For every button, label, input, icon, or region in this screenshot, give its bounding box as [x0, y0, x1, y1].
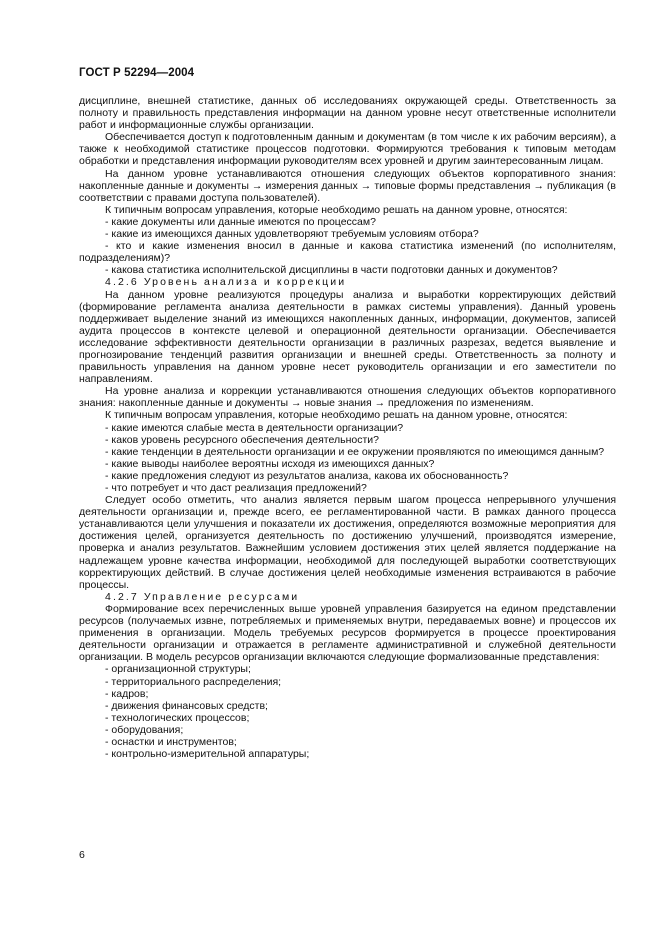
document-page: [79, 0, 616, 936]
paragraph: На данном уровне реализуются процедуры анализа и выработки корректирующих действий (формирование регламента анализа деятельности в рамках системы управления). Данный уровень поддерживает выделение знаний из имеющихся накопленных данных, информации, документов, записей аудита процессов в контексте целевой и операционной деятельности организации. Обеспечивается исследование эффективности деятельности организации в различных разрезах, ведется выявление и прогнозирование тенденций развития организации и внешней среды. Ответственность за полноту и правильность управления на данном уровне несет руководитель организации и его заместители по направлениям.: [79, 288, 616, 386]
section-heading: 4.2.6 Уровень анализа и коррекции: [105, 276, 347, 289]
list-item: - что потребует и что даст реализация предложений?: [105, 482, 367, 494]
paragraph: К типичным вопросам управления, которые необходимо решать на данном уровне, относятся:: [105, 203, 568, 216]
paragraph: К типичным вопросам управления, которые необходимо решать на данном уровне, относятся:: [105, 409, 568, 422]
list-item: - контрольно-измерительной аппаратуры;: [105, 748, 310, 761]
section-heading: 4.2.7 Управление ресурсами: [105, 590, 300, 603]
document-header: ГОСТ Р 52294—2004: [79, 67, 195, 79]
list-item: - организационной структуры;: [105, 663, 251, 676]
paragraph: На данном уровне устанавливаются отношения следующих объектов корпоративного знания: накопленные данные и документы → измерения данных → типовые формы представления → публикация (в соответствии с правами доступа пользователей).: [79, 167, 616, 204]
list-item: - технологических процессов;: [105, 711, 250, 724]
list-item: - какие выводы наиболее вероятны исходя из имеющихся данных?: [105, 457, 435, 470]
list-item: - какие из имеющихся данных удовлетворяют требуемым условиям отбора?: [105, 228, 479, 241]
list-item: - какие предложения следуют из результатов анализа, какова их обоснованность?: [105, 469, 509, 482]
list-item: - движения финансовых средств;: [105, 699, 268, 712]
list-item: - территориального распределения;: [105, 675, 282, 688]
list-item: - кадров;: [105, 687, 149, 700]
list-item: - оснастки и инструментов;: [105, 735, 237, 748]
list-item: - кто и какие изменения вносил в данные и какова статистика изменений (по исполнителям, подразделениям)?: [79, 240, 616, 265]
list-item: - какие имеются слабые места в деятельности организации?: [105, 421, 404, 434]
document-body: [79, 95, 616, 760]
list-item: - оборудования;: [105, 723, 184, 736]
list-item: - каков уровень ресурсного обеспечения деятельности?: [105, 433, 379, 446]
list-item: - какова статистика исполнительской дисциплины в части подготовки данных и документов?: [105, 264, 558, 277]
paragraph: Формирование всех перечисленных выше уровней управления базируется на едином представлении ресурсов (получаемых извне, потребляемых и применяемых внутри, передаваемых вовне) и процессов их применения в организации. Модель требуемых ресурсов формируется в процессе проектирования деятельности организации и отражается в регламенте административной и служебной деятельности организации. В модель ресурсов организации включаются следующие формализованные представления:: [79, 602, 616, 664]
paragraph: дисциплине, внешней статистике, данных об исследованиях окружающей среды. Ответственность за полноту и правильность представления информации на данном уровне несут ответственные исполнители работ и информационные службы организации.: [79, 95, 616, 132]
list-item: - какие тенденции в деятельности организации и ее окружении проявляются по имеющимся данным?: [105, 445, 605, 458]
paragraph: На уровне анализа и коррекции устанавливаются отношения следующих объектов корпоративного знания: накопленные данные и документы → новые знания → предложения по изменениям.: [79, 385, 616, 410]
paragraph: Обеспечивается доступ к подготовленным данным и документам (в том числе к их рабочим версиям), а также к необходимой статистике процессов подготовки. Формируются требования к типовым методам обработки и представления информации руководителям всех уровней и другим заинтересованным лицам.: [79, 131, 616, 168]
list-item: - какие документы или данные имеются по процессам?: [105, 215, 376, 228]
page-number: 6: [79, 849, 85, 861]
paragraph: Следует особо отметить, что анализ является первым шагом процесса непрерывного улучшения деятельности организации и, прежде всего, ее регламентированной части. В рамках данного процесса устанавливаются цели улучшения и показатели их достижения, определяются возможные мероприятия для достижения целей, организуется деятельность по достижению улучшений, производятся измерение, проверка и анализ результатов. Важнейшим условием достижения этих целей является поддержание на надлежащем уровне качества информации, необходимой для последующей выработки соответствующих корректирующих действий. В случае достижения целей необходимые изменения встраиваются в рабочие процессы.: [79, 494, 616, 591]
